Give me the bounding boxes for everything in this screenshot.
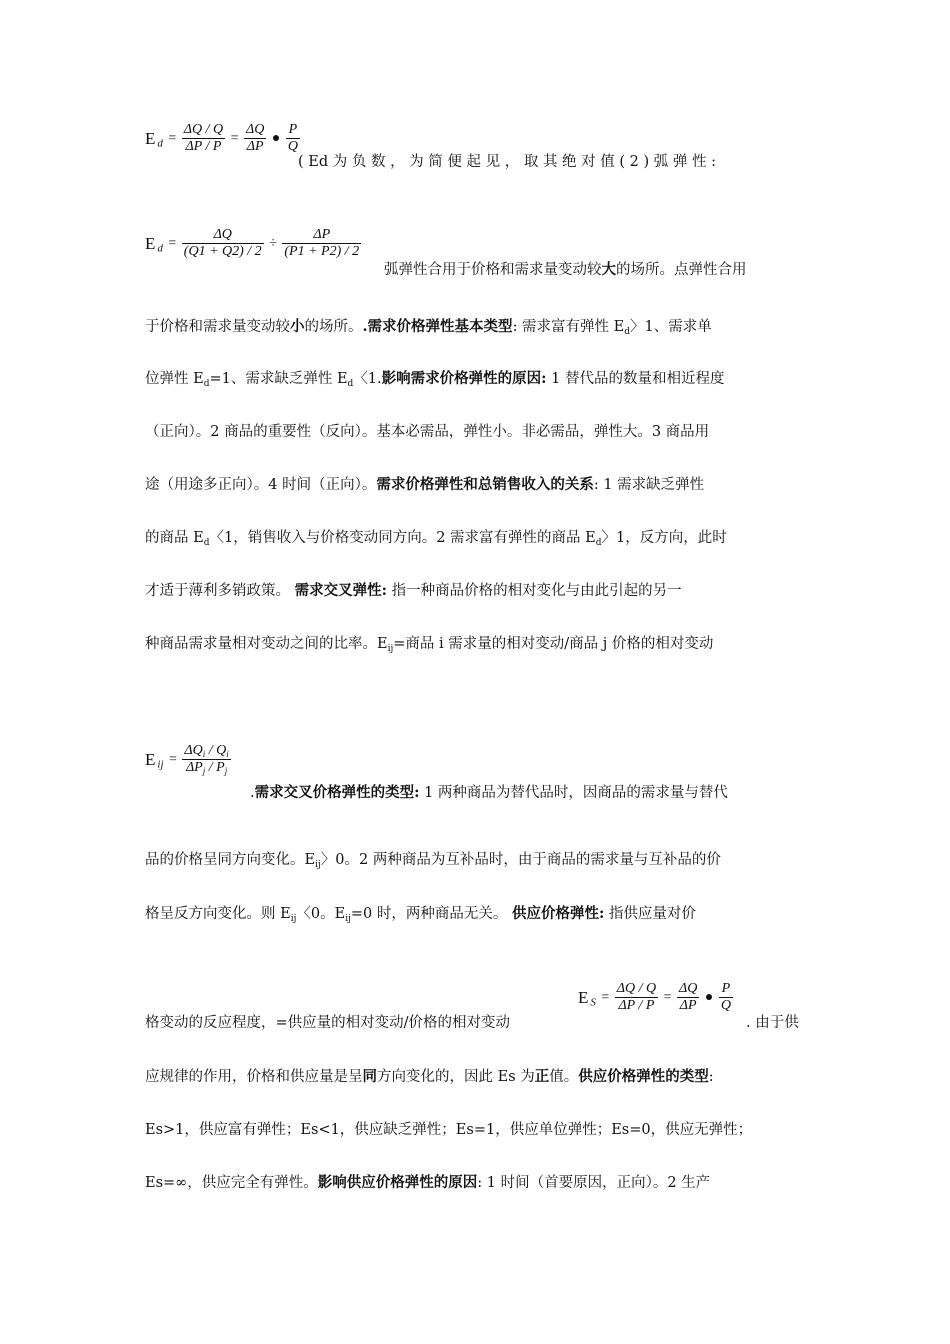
formula-cross-elasticity: E $_{ij}$ = $\frac{\Delta Q_i / Q_i}{\Delta P_j / P_j}$ bbox=[145, 743, 229, 776]
text-line-2: 弧弹性合用于价格和需求量变动较大的场所。点弹性合用 bbox=[384, 261, 747, 278]
text-line-13: 格变动的反应程度，=供应量的相对变动/价格的相对变动 bbox=[145, 1015, 511, 1031]
text-line-10: .需求交叉价格弹性的类型: 1 两种商品为替代品时，因商品的需求量与替代 bbox=[250, 784, 728, 801]
text-line-14: 应规律的作用，价格和供应量是呈同方向变化的，因此 Es 为正值。供应价格弹性的类型: bbox=[145, 1068, 714, 1085]
text-line-12: 格呈反方向变化。则 $E_{ij}$〈0。$E_{ij}=0$ 时，两种商品无关。 供应价格弹性: 指供应量对价 bbox=[145, 905, 696, 924]
formula-point-elasticity: E $_d$ = $\frac{\Delta Q / Q}{\Delta P / P}$ = $\frac{\Delta Q}{\Delta P}$ ● $\frac{P}{Q}$ bbox=[145, 122, 298, 154]
text-line-9: 种商品需求量相对变动之间的比率。$E_{ij}=$商品 i 需求量的相对变动/商品 j 价格的相对变动 bbox=[145, 636, 714, 654]
text-line-11: 品的价格呈同方向变化。$E_{ij}$〉0。2 两种商品为互补品时，由于商品的需求量与互补品的价 bbox=[145, 852, 721, 870]
text-line-8: 才适于薄利多销政策。 需求交叉弹性: 指一种商品价格的相对变化与由此引起的另一 bbox=[145, 582, 682, 599]
text-line-4: 位弹性 $E_d=1$、需求缺乏弹性 $E_d$〈1.影响需求价格弹性的原因: 1 替代品的数量和相近程度 bbox=[145, 370, 725, 389]
text-line-13-end: . 由于供 bbox=[746, 1015, 799, 1031]
text-line-6: 途（用途多正向）。4 时间（正向）。需求价格弹性和总销售收入的关系: 1 需求缺乏弹性 bbox=[145, 476, 705, 493]
text-line-7: 的商品 $E_d$〈1，销售收入与价格变动同方向。2 需求富有弹性的商品 $E_d$〉1，反方向，此时 bbox=[145, 530, 727, 548]
text-line-1: ( Ed 为 负 数 ， 为 简 便 起 见 ， 取 其 绝 对 值 ( 2 ) 弧 弹 性 : bbox=[298, 154, 716, 170]
text-line-3: 于价格和需求量变动较小的场所。.需求价格弹性基本类型: 需求富有弹性 $E_d$〉1、需求单 bbox=[145, 318, 712, 337]
formula-supply-elasticity: E $_S$ = $\frac{\Delta Q / Q}{\Delta P / P}$ = $\frac{\Delta Q}{\Delta P}$ ● $\frac{P}{Q}$ bbox=[578, 981, 731, 1013]
text-line-15: Es>1，供应富有弹性；Es<1，供应缺乏弹性；Es=1，供应单位弹性；Es=0，供应无弹性； bbox=[145, 1122, 753, 1138]
formula-arc-elasticity: E $_d$ = $\frac{\Delta Q}{(Q1 + Q2) / 2}$ ÷ $\frac{\Delta P}{(P1 + P2) / 2}$ bbox=[145, 227, 360, 259]
text-line-16: Es=∞，供应完全有弹性。影响供应价格弹性的原因: 1 时间（首要原因，正向）。2 生产 bbox=[145, 1174, 711, 1191]
text-line-5: （正向）。2 商品的重要性（反向）。基本必需品，弹性小。非必需品，弹性大。3 商品用 bbox=[145, 424, 710, 440]
